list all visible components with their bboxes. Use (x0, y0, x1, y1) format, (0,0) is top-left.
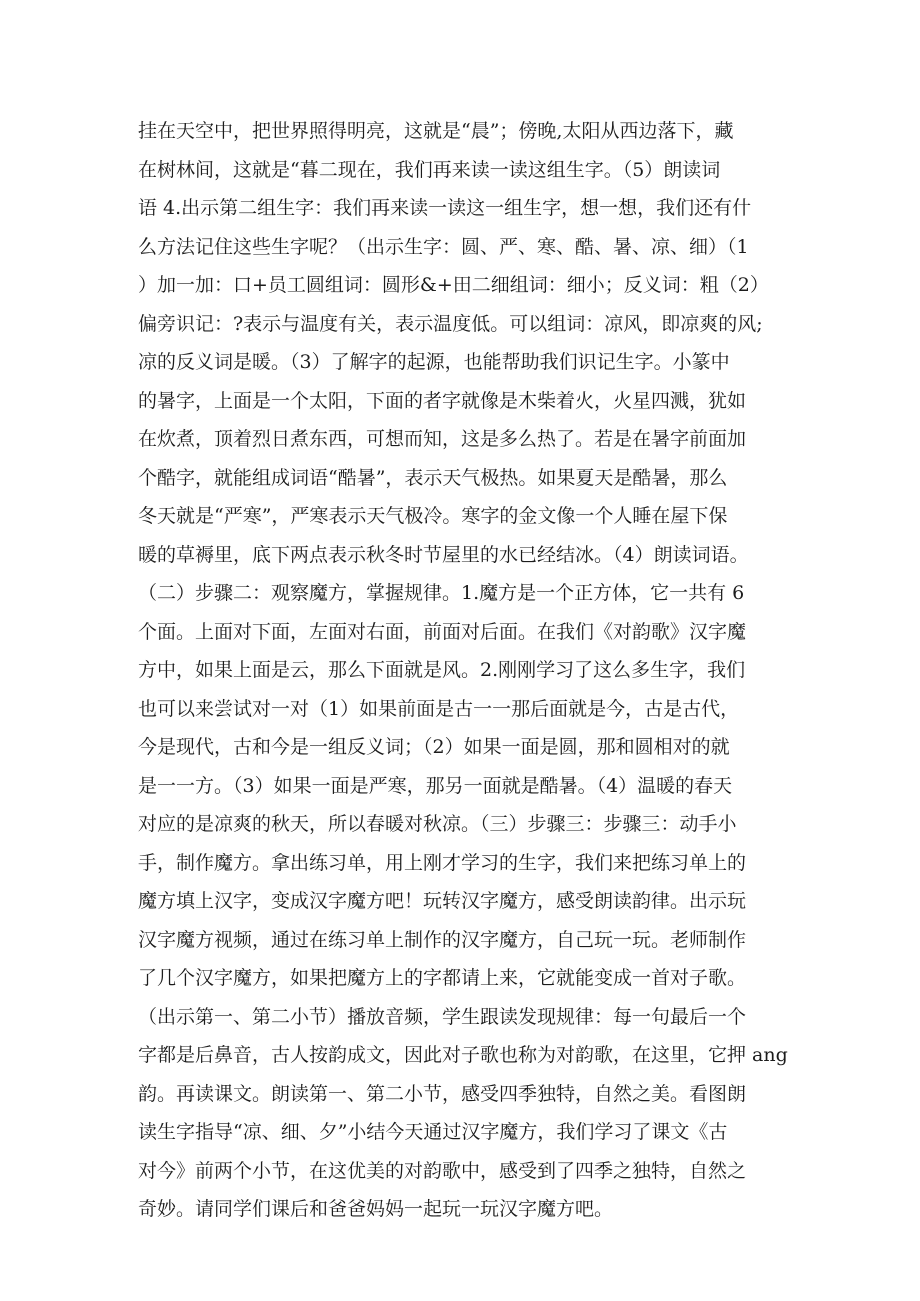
text-line: 的暑字，上面是一个太阳，下面的者字就像是木柴着火，火星四溅，犹如 (138, 389, 747, 412)
text-line: （二）步骤二：观察魔方，掌握规律。1.魔方是一个正方体，它一共有 6 (138, 582, 745, 604)
text-line: （出示第一、第二小节）播放音频，学生跟读发现规律：每一句最后一个 (138, 1005, 747, 1028)
text-line: 在炊煮，顶着烈日煮东西，可想而知，这是多么热了。若是在暑字前面加 (138, 428, 747, 450)
text-line: 魔方填上汉字，变成汉字魔方吧！玩转汉字魔方，感受朗读韵律。出示玩 (138, 890, 747, 912)
text-line: 今是现代，古和今是一组反义词；（2）如果一面是圆，那和圆相对的就 (138, 736, 730, 758)
text-line: 对今》前两个小节，在这优美的对韵歌中，感受到了四季之独特，自然之 (138, 1159, 747, 1182)
text-line: 汉字魔方视频，通过在练习单上制作的汉字魔方，自己玩一玩。老师制作 (138, 928, 747, 951)
text-line: 了几个汉字魔方，如果把魔方上的字都请上来，它就能变成一首对子歌。 (138, 967, 747, 989)
text-line: 方中，如果上面是云，那么下面就是风。2.刚刚学习了这么多生字，我们 (138, 659, 746, 681)
text-line: 冬天就是“严寒”，严寒表示天气极冷。寒字的金文像一个人睡在屋下保 (138, 505, 728, 527)
text-line: 在树林间，这就是“暮二现在，我们再来读一读这组生字。（5）朗读词 (138, 158, 721, 181)
text-line: 么方法记住这些生字呢？（出示生字：圆、严、寒、酷、暑、凉、细）（1 (138, 235, 749, 258)
text-line: 读生字指导“凉、细、夕”小结今天通过汉字魔方，我们学习了课文《古 (138, 1121, 728, 1143)
text-line: 韵。再读课文。朗读第一、第二小节，感受四季独特，自然之美。看图朗 (138, 1082, 747, 1105)
text-line: ）加一加：口+员工圆组词：圆形&+田二细组词：细小；反义词：粗（2） (138, 274, 769, 296)
body-text (138, 112, 798, 1229)
text-line: 手，制作魔方。拿出练习单，用上刚才学习的生字，我们来把练习单上的 (138, 851, 747, 874)
text-line: 字都是后鼻音，古人按韵成文，因此对子歌也称为对韵歌，在这里，它押 ang (138, 1044, 788, 1066)
text-line: 也可以来尝试对一对（1）如果前面是古一一那后面就是今，古是古代， (138, 697, 740, 720)
text-line: 是一一方。（3）如果一面是严寒，那另一面就是酷暑。（4）温暖的春天 (138, 774, 733, 797)
text-line: 对应的是凉爽的秋天，所以春暖对秋凉。（三）步骤三：步骤三：动手小 (138, 813, 737, 835)
text-line: 挂在天空中，把世界照得明亮，这就是“晨”；傍晚,太阳从西边落下，藏 (138, 120, 734, 142)
text-line: 偏旁识记：?表示与温度有关，表示温度低。可以组词：凉风，即凉爽的风; (138, 312, 763, 335)
text-line: 凉的反义词是暖。（3）了解字的起源，也能帮助我们识记生字。小篆中 (138, 351, 730, 373)
text-line: 暖的草褥里，底下两点表示秋冬时节屋里的水已经结冰。（4）朗读词语。 (138, 543, 749, 566)
text-line: 奇妙。请同学们课后和爸爸妈妈一起玩一玩汉字魔方吧。 (138, 1198, 614, 1220)
text-line: 个酷字，就能组成词语“酷暑”，表示天气极热。如果夏天是酷暑，那么 (138, 466, 728, 489)
text-line: 语 4.出示第二组生字：我们再来读一读这一组生字，想一想，我们还有什 (138, 197, 752, 219)
text-line: 个面。上面对下面，左面对右面，前面对后面。在我们《对韵歌》汉字魔 (138, 620, 747, 643)
